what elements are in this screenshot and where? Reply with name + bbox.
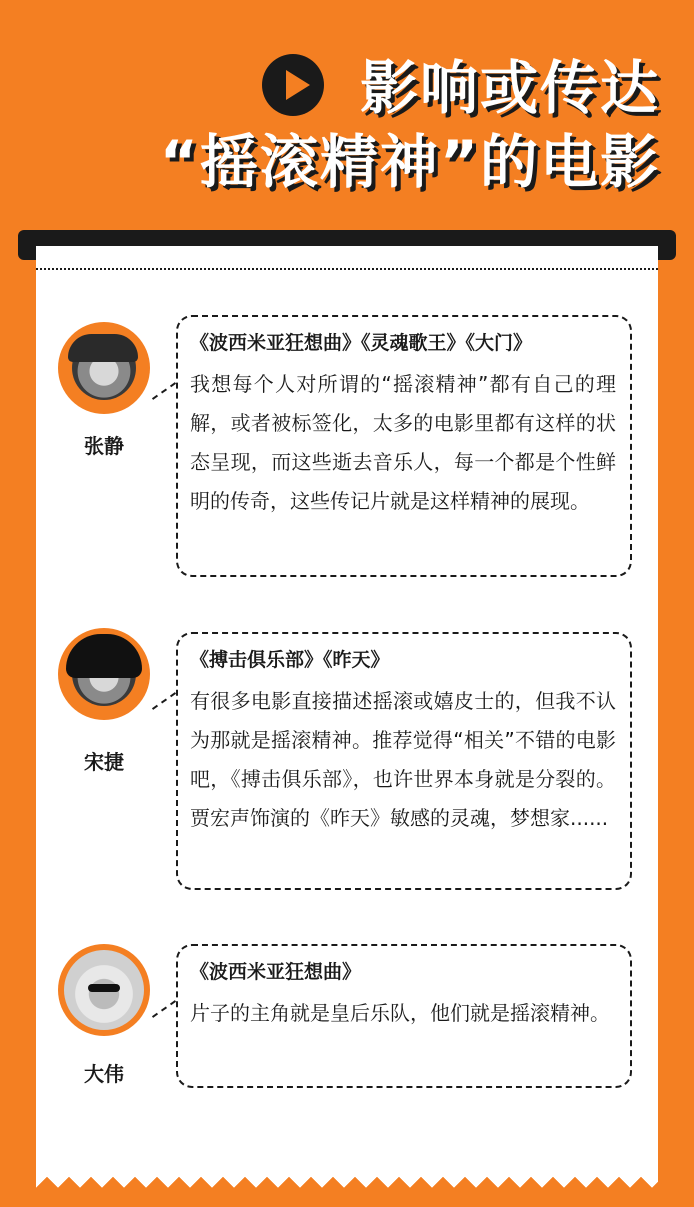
avatar-hair [66, 634, 142, 678]
quote-bubble [176, 632, 632, 890]
recommended-films: 《搏击俱乐部》《昨天》 [190, 649, 390, 671]
zigzag-bottom-fill [36, 1185, 658, 1207]
avatar-glasses [88, 984, 120, 992]
avatar-dawei [58, 944, 150, 1036]
page-title-line-1: 影响或传达 [359, 54, 660, 122]
zigzag-edge [36, 1166, 658, 1188]
person-name: 张静 [84, 434, 124, 458]
quote-text: 有很多电影直接描述摇滚或嬉皮士的，但我不认为那就是摇滚精神。推荐觉得“相关”不错的电影吧，《搏击俱乐部》，也许世界本身就是分裂的。贾宏声饰演的《昨天》敏感的灵魂，梦想家...... [190, 689, 616, 830]
quote-bubble [176, 944, 632, 1088]
avatar-songjie [58, 628, 150, 720]
avatar-zhangjing [58, 322, 150, 414]
quote-text: 片子的主角就是皇后乐队，他们就是摇滚精神。 [190, 1001, 610, 1025]
quote-text: 我想每个人对所谓的“摇滚精神”都有自己的理解，或者被标签化，太多的电影里都有这样的状态呈现，而这些逝去音乐人，每一个都是个性鲜明的传奇，这些传记片就是这样精神的展现。 [190, 372, 616, 513]
quote-bubble [176, 315, 632, 577]
play-icon [262, 54, 324, 116]
person-name: 宋捷 [84, 750, 124, 774]
dotted-divider [36, 268, 658, 270]
page-title-line-2: “摇滚精神”的电影 [159, 128, 660, 196]
recommended-films: 《波西米亚狂想曲》《灵魂歌王》《大门》 [190, 332, 533, 354]
person-name: 大伟 [84, 1062, 124, 1086]
recommended-films: 《波西米亚狂想曲》 [190, 961, 362, 983]
avatar-cap [68, 334, 138, 362]
